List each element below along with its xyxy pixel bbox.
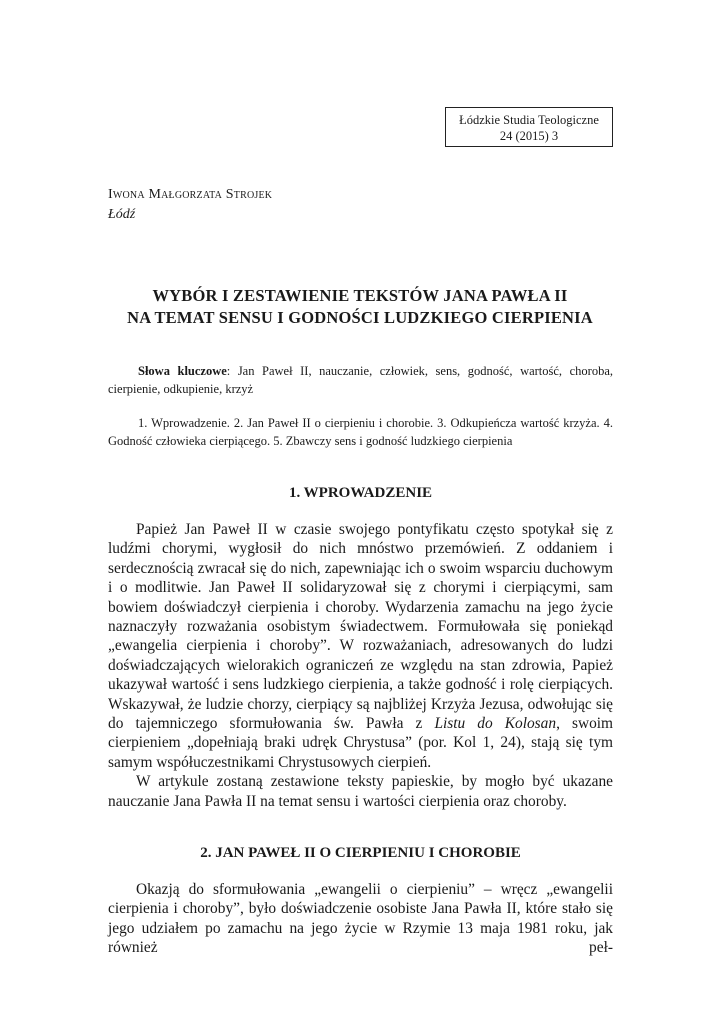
journal-name: Łódzkie Studia Teologiczne [459, 113, 599, 127]
keywords-text: : Jan Paweł II, nauczanie, człowiek, sens, godność, wartość, choroba, cierpienie, odkupienie, krzyż [108, 364, 613, 396]
article-title-line-1: WYBÓR I ZESTAWIENIE TEKSTÓW JANA PAWŁA II [152, 286, 568, 305]
keywords [108, 362, 613, 398]
journal-issue: 24 (2015) 3 [499, 129, 559, 143]
section-2-paragraph-1: Okazją do sformułowania „ewangelii o cierpieniu” – wręcz „ewangelii cierpienia i choroby”, było doświadczenie osobiste Jana Pawła II, które stało się jego udziałem po zamachu na jego życie w Rzymie 13 maja 1981 roku, jak również peł- [108, 881, 613, 957]
section-1-paragraph-2: W artykule zostaną zestawione teksty papieskie, by mogło być ukazane nauczanie Jana Pawła II na temat sensu i wartości cierpienia oraz choroby. [108, 773, 613, 810]
keywords-label: Słowa kluczowe [138, 364, 227, 378]
section-2-body [108, 880, 613, 958]
section-1-paragraph-1: Papież Jan Paweł II w czasie swojego pontyfikatu często spotykał się z ludźmi chorymi, wygłosił do nich mnóstwo przemówień. Z oddaniem i serdecznością zwracał się do nich, zapewniając ich o swoim wsparciu duchowym i o modlitwie. Jan Paweł II solidaryzował się z chorymi i cierpiącymi, sam bowiem doświadczył cierpienia i choroby. Wydarzenia zamachu na jego życie naznaczyły rozważania osobistym świadectwem. Formułowała się poniekąd „ewangelia cierpienia i choroby”. W rozważaniach, adresowanych do ludzi doświadczających wielorakich ograniczeń ze względu na stan zdrowia, Papież ukazywał wartość i sens ludzkiego cierpienia, a także godność i rolę cierpiących. Wskazywał, że ludzie chorzy, cierpiący są najbliżej Krzyża Jezusa, odwołując się do tajemniczego sformułowania św. Pawła z Listu do Kolosan, swoim cierpieniem „dopełniają braki udręk Chrystusa” (por. Kol 1, 24), stają się tym samym współuczestnikami Chrystusowych cierpień. [108, 521, 614, 771]
citation-title: Listu do Kolosan [434, 715, 557, 733]
section-1-heading: 1. WPROWADZENIE [288, 485, 433, 501]
section-2-heading: 2. JAN PAWEŁ II O CIERPIENIU I CHOROBIE [200, 845, 521, 861]
article-title-line-2: NA TEMAT SENSU I GODNOŚCI LUDZKIEGO CIERPIENIA [127, 308, 593, 327]
author-name: Iwona Małgorzata Strojek [108, 187, 273, 202]
journal-info-box [445, 107, 613, 147]
section-1-body [108, 520, 613, 811]
table-of-contents: 1. Wprowadzenie. 2. Jan Paweł II o cierpieniu i chorobie. 3. Odkupieńcza wartość krzyża. 4. Godność człowieka cierpiącego. 5. Zbawczy sens i godność ludzkiego cierpienia [108, 416, 613, 448]
author-affiliation: Łódź [108, 207, 136, 222]
